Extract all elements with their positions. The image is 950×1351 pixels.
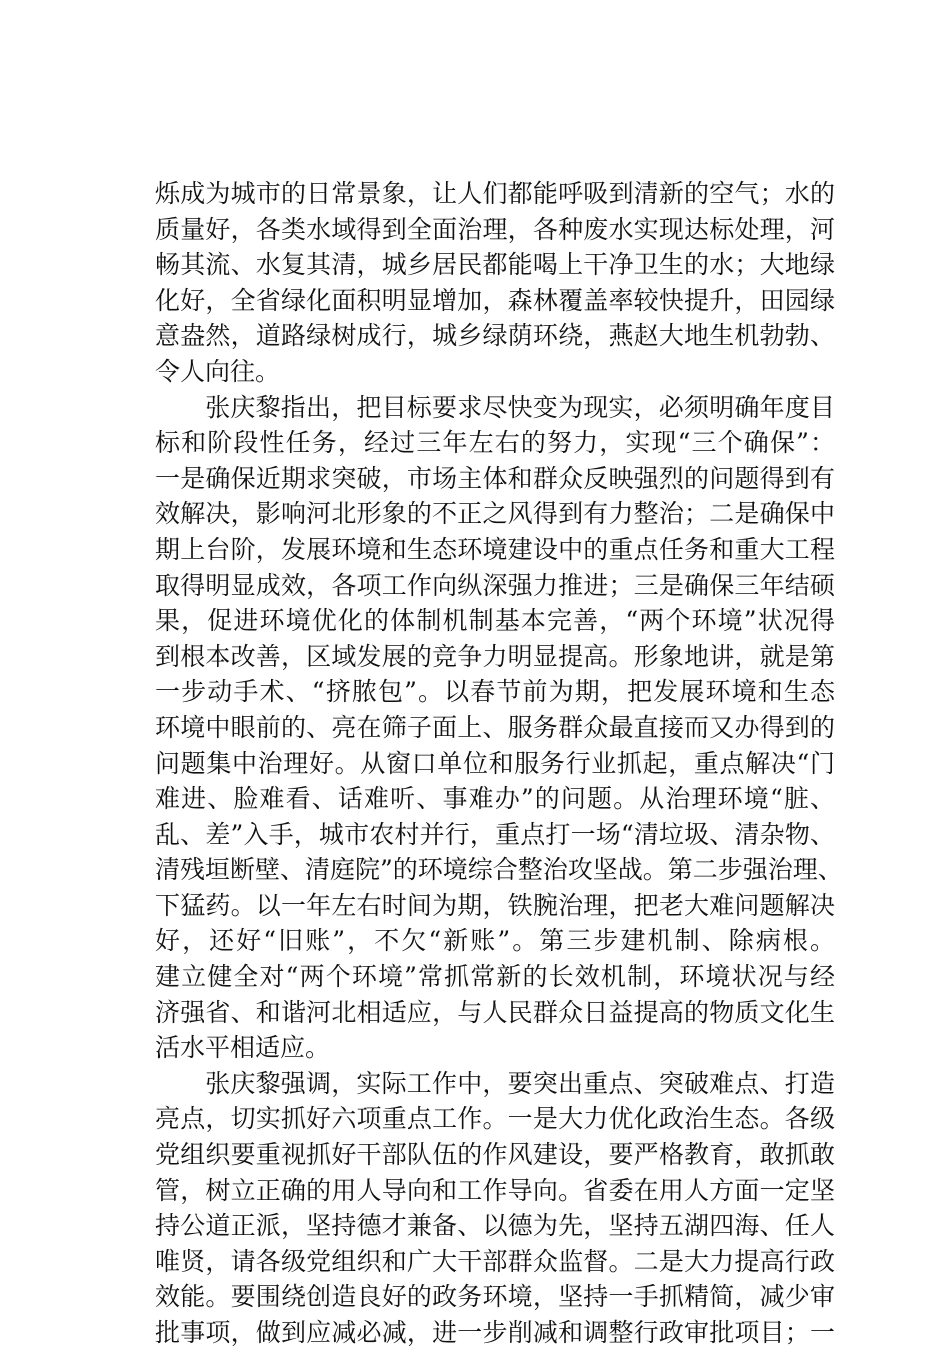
text-line: 党组织要重视抓好干部队伍的作风建设，要严格教育，敢抓敢: [155, 1140, 835, 1170]
text-line: 好，还好“旧账”，不欠“新账”。第三步建机制、除病根。: [155, 926, 835, 956]
text-line: 期上台阶，发展环境和生态环境建设中的重点任务和重大工程: [155, 534, 835, 564]
text-line: 济强省、和谐河北相适应，与人民群众日益提高的物质文化生: [155, 997, 835, 1027]
text-line: 烁成为城市的日常景象，让人们都能呼吸到清新的空气；水的: [155, 179, 835, 208]
text-line: 质量好，各类水域得到全面治理，各种废水实现达标处理，河: [155, 214, 835, 244]
text-line: 批事项，做到应减必减，进一步削减和调整行政审批项目；一: [155, 1318, 835, 1347]
text-line: 令人向往。: [155, 356, 281, 386]
text-line: 清残垣断壁、清庭院”的环境综合整治攻坚战。第二步强治理、: [155, 855, 843, 885]
text-line: 标和阶段性任务，经过三年左右的努力，实现“三个确保”：: [155, 428, 835, 458]
text-line: 环境中眼前的、亮在筛子面上、服务群众最直接而又办得到的: [155, 712, 835, 742]
text-line: 到根本改善，区域发展的竞争力明显提高。形象地讲，就是第: [155, 641, 835, 671]
text-line: 效解决，影响河北形象的不正之风得到有力整治；二是确保中: [155, 499, 835, 529]
text-line: 持公道正派，坚持德才兼备、以德为先，坚持五湖四海、任人: [155, 1211, 835, 1241]
text-line: 唯贤，请各级党组织和广大干部群众监督。二是大力提高行政: [155, 1246, 835, 1276]
text-line: 取得明显成效，各项工作向纵深强力推进；三是确保三年结硕: [155, 570, 835, 600]
text-line: 亮点，切实抓好六项重点工作。一是大力优化政治生态。各级: [155, 1104, 835, 1134]
text-line: 活水平相适应。: [155, 1033, 331, 1063]
text-line: 管，树立正确的用人导向和工作导向。省委在用人方面一定坚: [155, 1175, 835, 1205]
text-line: 下猛药。以一年左右时间为期，铁腕治理，把老大难问题解决: [155, 890, 835, 920]
text-line: 建立健全对“两个环境”常抓常新的长效机制，环境状况与经: [155, 962, 835, 992]
text-line: 一步动手术、“挤脓包”。以春节前为期，把发展环境和生态: [155, 677, 835, 707]
text-line: 畅其流、水复其清，城乡居民都能喝上干净卫生的水；大地绿: [155, 250, 835, 280]
text-line: 果，促进环境优化的体制机制基本完善，“两个环境”状况得: [155, 606, 835, 636]
text-line: 化好，全省绿化面积明显增加，森林覆盖率较快提升，田园绿: [155, 285, 835, 315]
paragraph-start-line: 张庆黎强调，实际工作中，要突出重点、突破难点、打造: [180, 1068, 835, 1098]
text-line: 乱、差”入手，城市农村并行，重点打一场“清垃圾、清杂物、: [155, 819, 835, 849]
text-line: 意盎然，道路绿树成行，城乡绿荫环绕，燕赵大地生机勃勃、: [155, 321, 835, 351]
text-line: 难进、脸难看、话难听、事难办”的问题。从治理环境“脏、: [155, 784, 835, 814]
text-line: 问题集中治理好。从窗口单位和服务行业抓起，重点解决“门: [155, 748, 835, 778]
paragraph-start-line: 张庆黎指出，把目标要求尽快变为现实，必须明确年度目: [180, 392, 835, 422]
text-line: 效能。要围绕创造良好的政务环境，坚持一手抓精简，减少审: [155, 1282, 835, 1312]
document-body: [155, 176, 843, 1351]
text-line: 一是确保近期求突破，市场主体和群众反映强烈的问题得到有: [155, 463, 835, 493]
